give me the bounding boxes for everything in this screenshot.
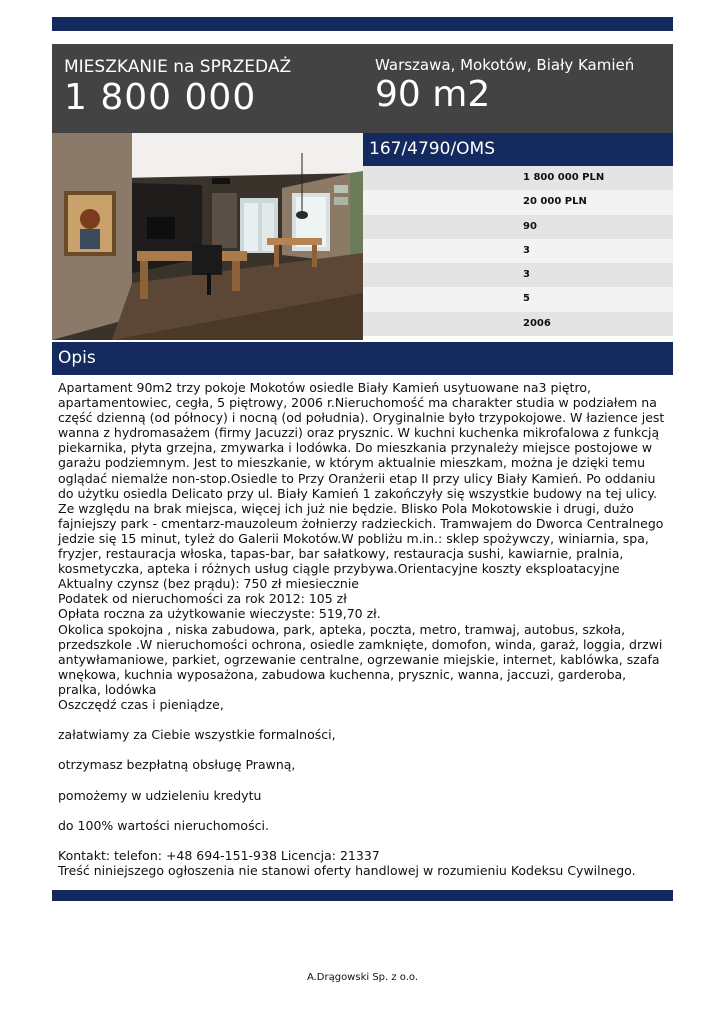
promo-line: pomożemy w udzieleniu kredytu	[58, 787, 262, 803]
listing-area: 90 m2	[375, 74, 491, 115]
spec-row	[363, 190, 673, 214]
spec-row	[363, 263, 673, 287]
spec-value: 2006	[523, 317, 551, 329]
apartment-photo-image	[52, 133, 363, 340]
spec-value: 3	[523, 269, 530, 281]
spec-value: 1 800 000 PLN	[523, 172, 605, 183]
top-accent-bar	[52, 17, 673, 31]
description-text: Apartament 90m2 trzy pokoje Mokotów osiedle Biały Kamień usytuowane na3 piętro, apartamentowiec, cegła, 5 piętrowy, 2006 r.Nieruchomość ma charakter studia w podziałem na część dzienną (od północy) i nocną (od południa). Oryginalnie było trzypokojowe. W łazience jest wanna z hydromasażem (firmy Jacuzzi) oraz prysznic. W kuchni kuchenka mikrofalowa z funkcją piekarnika, płyta grzejna, zmywarka i lodówka. Do mieszkania przynależy miejsce postojowe w garażu podziemnym. Jest to mieszkanie, w którym aktualnie mieszkam, można je dzięki temu oglądać niemalże non-stop.Osiedle to Przy Oranżerii etap II przy ulicy Biały Kamień. Po oddaniu do użytku osiedla Delicato przy ul. Biały Kamień 1 zakończyły się wszystkie budowy na tej ulicy. Ze względu na brak miejsca, więcej ich już nie będzie. Blisko Pola Mokotowskie i drugi, dużo fajniejszy park - cmentarz-mauzoleum żołnierzy radzieckich. Tramwajem do Dworca Centralnego jedzie się 15 minut, tyleż do Galerii Mokotów.W pobliżu m.in.: sklep spożywczy, winiarnia, spa, fryzjer, restauracja włoska, tapas-bar, bar sałatkowy, restauracja sushi, kawiarnie, pralnia, kosmetyczka, apteka i różnych usług ciągle przybywa.Orientacyjne koszty eksploatacyjne	[58, 380, 665, 577]
spec-row	[363, 166, 673, 190]
company-footer: A.Drągowski Sp. z o.o.	[306, 972, 419, 983]
tax-line: Podatek od nieruchomości za rok 2012: 105 zł	[58, 591, 347, 607]
listing-location: Warszawa, Mokotów, Biały Kamień	[375, 56, 635, 74]
spec-row	[363, 287, 673, 311]
listing-price: 1 800 000	[64, 77, 257, 118]
description-heading-bar	[52, 342, 673, 375]
reference-bar	[363, 133, 673, 166]
listing-type: MIESZKANIE na SPRZEDAŻ	[64, 57, 292, 77]
description-body	[58, 380, 668, 878]
spec-row	[363, 215, 673, 239]
apartment-photo	[52, 133, 363, 340]
rent-line: Aktualny czynsz (bez prądu): 750 zł miesiecznie	[58, 576, 359, 592]
listing-header	[52, 44, 673, 133]
features-text: Okolica spokojna , niska zabudowa, park, apteka, poczta, metro, tramwaj, autobus, szkoła, przedszkole .W nieruchomości ochrona, osiedle zamknięte, domofon, winda, garaż, loggia, drzwi antywłamaniowe, parkiet, ogrzewanie centralne, ogrzewanie miejskie, internet, kablówka, szafa wnękowa, kuchnia wyposażona, zabudowa kuchenna, prysznic, wanna, jaccuzi, garderoba, pralka, lodówka	[58, 621, 663, 697]
promo-line: do 100% wartości nieruchomości.	[58, 817, 269, 833]
spec-table	[363, 166, 673, 336]
promo-line: załatwiamy za Ciebie wszystkie formalności,	[58, 727, 336, 743]
spec-value: 5	[523, 293, 530, 305]
reference-number: 167/4790/OMS	[369, 139, 496, 159]
fee-line: Opłata roczna za użytkowanie wieczyste: 519,70 zł.	[58, 606, 381, 622]
spec-row	[363, 312, 673, 336]
spec-value: 3	[523, 244, 530, 256]
bottom-accent-bar	[52, 890, 673, 901]
spec-value: 90	[523, 220, 537, 232]
spec-row	[363, 239, 673, 263]
promo-line: Oszczędź czas i pieniądze,	[58, 696, 224, 712]
promo-line: otrzymasz bezpłatną obsługę Prawną,	[58, 757, 296, 773]
disclaimer-line: Treść niniejszego ogłoszenia nie stanowi oferty handlowej w rozumieniu Kodeksu Cywilnego.	[58, 863, 636, 878]
contact-line: Kontakt: telefon: +48 694-151-938 Licencja: 21337	[58, 847, 380, 863]
description-title: Opis	[58, 348, 96, 368]
spec-value: 20 000 PLN	[523, 196, 587, 208]
